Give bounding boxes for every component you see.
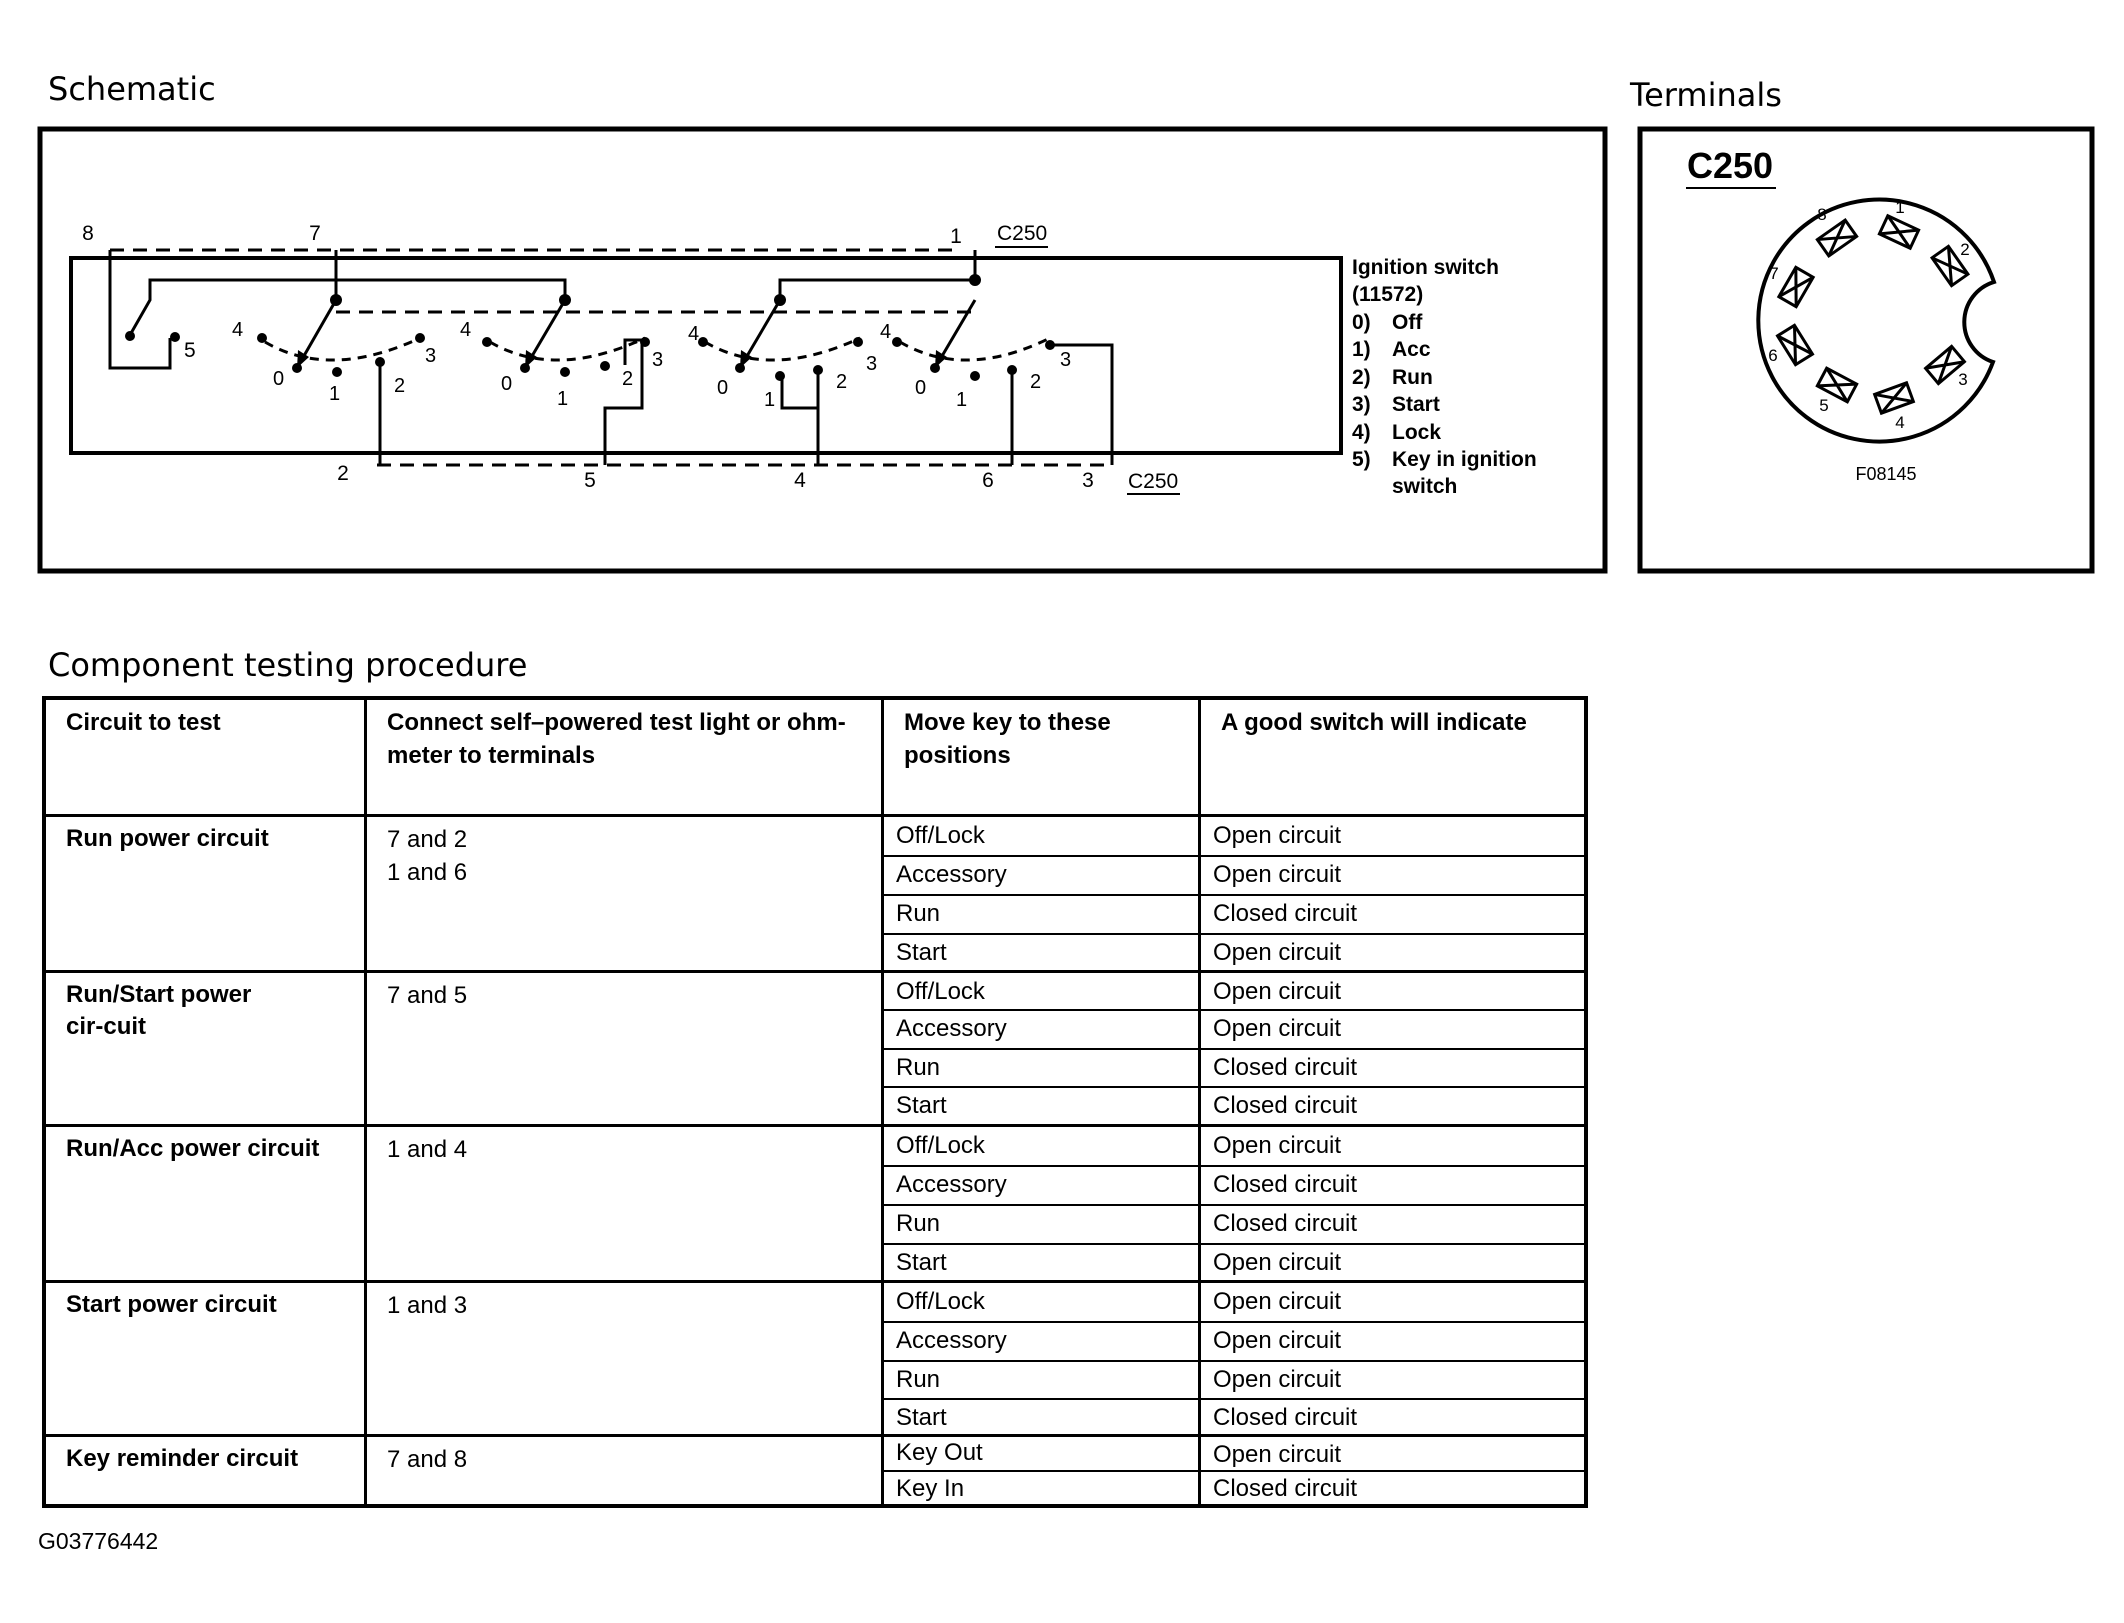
terminal-label-bottom: 6: [982, 469, 994, 492]
switch-indication: Closed circuit: [1213, 1054, 1358, 1081]
terminal-label-top: 7: [309, 222, 321, 245]
switch-body: [71, 258, 1341, 453]
key-position: Run: [896, 1210, 941, 1237]
terminals-connector-label: C250: [1687, 145, 1774, 186]
terminal-label-top: 1: [950, 225, 962, 248]
schematic-wiring: [110, 250, 1112, 465]
column-header: A good switch will indicate: [1221, 709, 1527, 736]
test-terminals: 1 and 4: [387, 1136, 468, 1163]
pin-number: 5: [1819, 396, 1829, 415]
figure-id: G03776442: [38, 1528, 159, 1554]
pin-number: 8: [1817, 205, 1827, 224]
test-terminals: 7 and 8: [387, 1446, 468, 1473]
legend-item-label: Acc: [1392, 338, 1431, 361]
key-switch-pin-label: 5: [184, 339, 196, 362]
key-position: Start: [896, 1404, 947, 1431]
switch-indication: Open circuit: [1213, 1366, 1342, 1393]
key-position: Off/Lock: [896, 1288, 985, 1315]
legend-item-number: 3): [1352, 393, 1371, 416]
terminal-label-top: 8: [82, 222, 94, 245]
procedure-table: [42, 696, 1588, 1508]
terminals-heading: Terminals: [1630, 76, 1782, 114]
deck-position-label: 3: [1060, 349, 1072, 371]
terminal-label-bottom: 3: [1082, 469, 1094, 492]
legend-item-label: Lock: [1392, 421, 1442, 444]
pin-cavities: [1778, 216, 1968, 413]
switch-indication: Open circuit: [1213, 1288, 1342, 1315]
switch-indication: Open circuit: [1213, 978, 1342, 1005]
wiring-diagram: [0, 0, 2124, 600]
legend-part-number: (11572): [1352, 283, 1424, 306]
key-position: Run: [896, 1054, 941, 1081]
column-header: Move key to these positions: [904, 709, 1111, 769]
key-position: Off/Lock: [896, 822, 985, 849]
deck-position-label: 3: [652, 349, 664, 371]
switch-indication: Open circuit: [1213, 1441, 1342, 1468]
legend-item-continuation: switch: [1392, 475, 1458, 498]
column-header: Circuit to test: [66, 709, 221, 736]
terminals-frame: [1640, 129, 2092, 571]
switch-indication: Closed circuit: [1213, 900, 1358, 927]
deck-position-label: 1: [956, 389, 968, 411]
legend-item-number: 1): [1352, 338, 1371, 361]
legend-item-number: 0): [1352, 311, 1371, 334]
test-terminals: 7 and 2 1 and 6: [387, 826, 468, 886]
deck-position-label: 3: [866, 353, 878, 375]
pin-number: 3: [1958, 370, 1968, 389]
deck-position-label: 1: [329, 383, 341, 405]
pin-number: 6: [1768, 346, 1778, 365]
circuit-name: Run/Start power cir-cuit: [66, 981, 252, 1040]
deck-position-label: 1: [764, 389, 776, 411]
key-position: Run: [896, 900, 941, 927]
switch-indication: Open circuit: [1213, 1249, 1342, 1276]
key-position: Start: [896, 1092, 947, 1119]
legend-title: Ignition switch: [1352, 256, 1499, 279]
test-terminals: 7 and 5: [387, 982, 468, 1009]
pin-number: 7: [1769, 264, 1779, 283]
switch-indication: Open circuit: [1213, 1015, 1342, 1042]
pin-number: 4: [1895, 413, 1905, 432]
switch-indication: Open circuit: [1213, 1327, 1342, 1354]
key-position: Accessory: [896, 1327, 1007, 1354]
deck-position-label: 2: [394, 375, 406, 397]
terminals-figure-id: F08145: [1855, 464, 1917, 484]
deck-position-label: 2: [836, 371, 848, 393]
deck-position-label: 1: [557, 388, 569, 410]
switch-indication: Open circuit: [1213, 861, 1342, 888]
contact-nodes: [125, 274, 1055, 381]
connector-label-bottom: C250: [1128, 470, 1179, 493]
legend-item-label: Run: [1392, 366, 1433, 389]
pin-number: 1: [1895, 198, 1905, 217]
deck-position-label: 0: [915, 377, 927, 399]
deck-position-label: 0: [501, 373, 513, 395]
key-position: Start: [896, 1249, 947, 1276]
key-position: Key Out: [896, 1439, 983, 1466]
deck-position-label: 4: [460, 319, 472, 341]
terminal-label-bottom: 2: [337, 462, 349, 485]
pin-number: 2: [1960, 240, 1970, 259]
schematic-heading: Schematic: [48, 70, 216, 108]
legend-item-number: 5): [1352, 448, 1371, 471]
connector-outline: [1758, 200, 1994, 442]
key-position: Accessory: [896, 1015, 1007, 1042]
deck-position-label: 2: [622, 368, 634, 390]
switch-indication: Closed circuit: [1213, 1475, 1358, 1502]
key-position: Run: [896, 1366, 941, 1393]
deck-position-label: 3: [425, 345, 437, 367]
switch-indication: Open circuit: [1213, 1132, 1342, 1159]
circuit-name: Run power circuit: [66, 825, 269, 852]
switch-indication: Closed circuit: [1213, 1092, 1358, 1119]
procedure-heading: Component testing procedure: [48, 646, 528, 684]
test-terminals: 1 and 3: [387, 1292, 468, 1319]
connector-label-top: C250: [997, 222, 1048, 245]
terminal-label-bottom: 5: [584, 469, 596, 492]
switch-indication: Open circuit: [1213, 822, 1342, 849]
legend-item-label: Off: [1392, 311, 1423, 334]
circuit-name: Key reminder circuit: [66, 1445, 299, 1472]
legend-item-number: 4): [1352, 421, 1371, 444]
switch-indication: Closed circuit: [1213, 1210, 1358, 1237]
switch-indication: Closed circuit: [1213, 1171, 1358, 1198]
key-position: Off/Lock: [896, 1132, 985, 1159]
terminal-label-bottom: 4: [794, 469, 806, 492]
arm-arrowheads: [297, 350, 947, 368]
switch-indication: Closed circuit: [1213, 1404, 1358, 1431]
legend-item-label: Key in ignition: [1392, 448, 1537, 471]
deck-position-label: 4: [880, 321, 892, 343]
legend-item-number: 2): [1352, 366, 1371, 389]
legend-item-label: Start: [1392, 393, 1440, 416]
key-position: Off/Lock: [896, 978, 985, 1005]
deck-position-label: 2: [1030, 371, 1042, 393]
deck-position-label: 4: [688, 323, 700, 345]
deck-position-label: 0: [717, 377, 729, 399]
key-position: Key In: [896, 1475, 965, 1502]
key-position: Start: [896, 939, 947, 966]
key-position: Accessory: [896, 861, 1007, 888]
deck-position-label: 0: [273, 368, 285, 390]
deck-position-label: 4: [232, 319, 244, 341]
key-position: Accessory: [896, 1171, 1007, 1198]
column-header: Connect self–powered test light or ohm-meter to terminals: [387, 709, 846, 769]
circuit-name: Start power circuit: [66, 1291, 277, 1318]
circuit-name: Run/Acc power circuit: [66, 1135, 320, 1162]
switch-indication: Open circuit: [1213, 939, 1342, 966]
